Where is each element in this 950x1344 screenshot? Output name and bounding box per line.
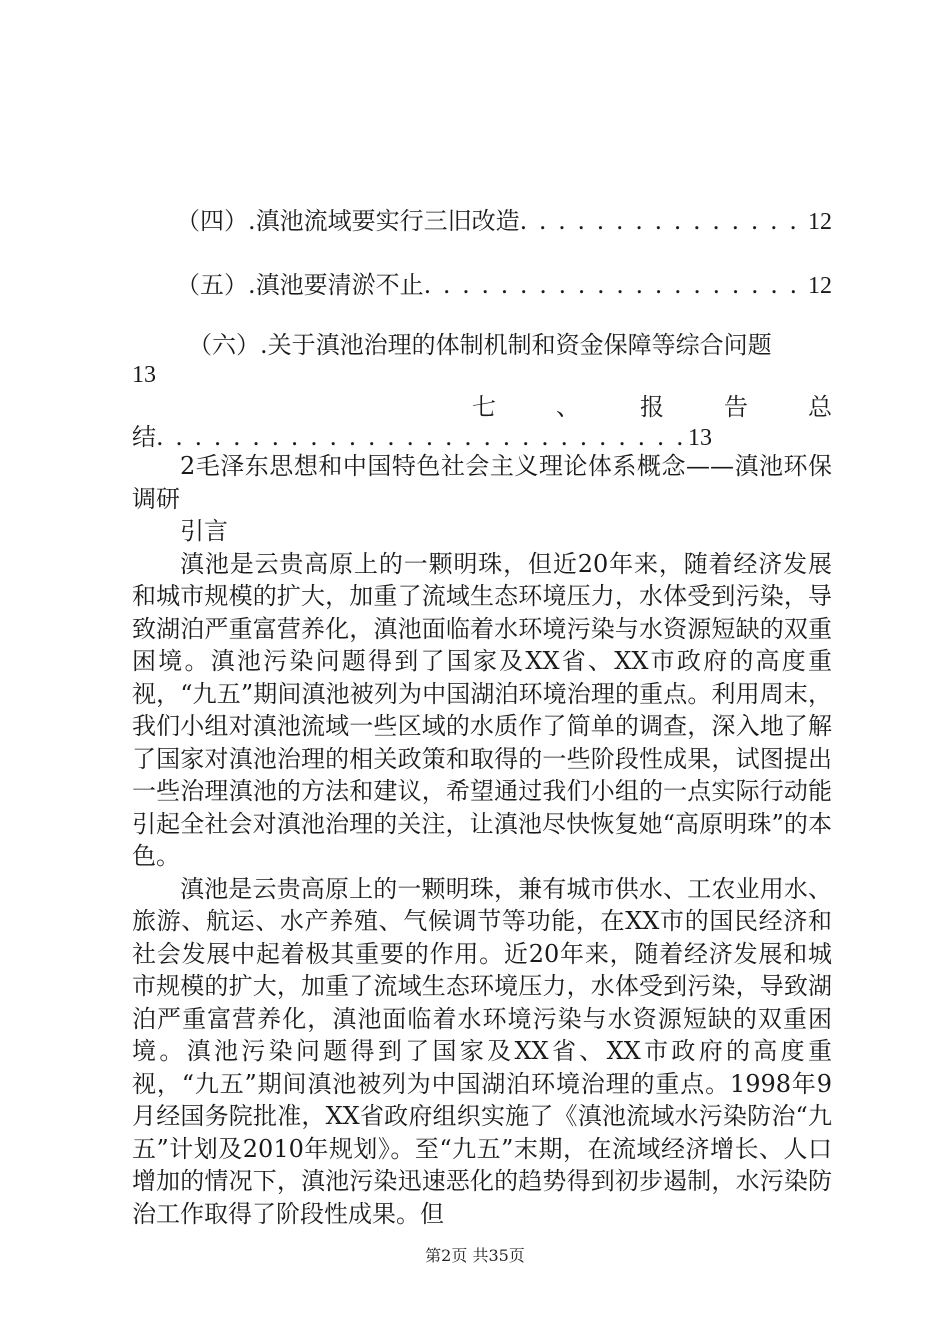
toc-entry-page: 13 [688,425,712,451]
toc-entry-title: （六）.关于滇池治理的体制机制和资金保障等综合问题 [188,331,772,359]
toc-entry-page: 13 [132,362,156,388]
toc-char: 报 [640,393,664,421]
toc-char: 七 [472,393,496,421]
toc-entry-page: 12 [808,209,832,235]
toc-entry-title-end: 结 [132,423,156,451]
toc-entry-line2 [132,422,712,452]
toc-leader-dots [156,422,688,452]
toc-char: 、 [556,393,580,421]
section-heading: 2毛泽东思想和中国特色社会主义理论体系概念——滇池环保调研 [132,452,832,513]
toc-entry-7 [132,392,832,452]
toc-entry-5 [132,270,832,301]
main-content [132,450,832,1230]
toc-entry-page: 12 [808,273,832,299]
toc-entry-title [472,392,832,422]
toc-entry-4 [132,206,832,237]
toc-entry-title: （五）.滇池要清淤不止 [176,271,424,299]
toc-entry-title: （四）.滇池流域要实行三旧改造 [176,207,520,235]
body-paragraph: 滇池是云贵高原上的一颗明珠，兼有城市供水、工农业用水、旅游、航运、水产养殖、气候调节等功能，在XX市的国民经济和社会发展中起着极其重要的作用。近20年来，随着经济发展和城市规模的扩大，加重了流域生态环境压力，水体受到污染，导致湖泊严重富营养化，滇池面临着水环境污染与水资源短缺的双重困境。滇池污染问题得到了国家及XX省、XX市政府的高度重视，“九五”期间滇池被列为中国湖泊环境治理的重点。1998年9月经国务院批准，XX省政府组织实施了《滇池流域水污染防治“九五”计划及2010年规划》。至“九五”末期，在流域经济增长、人口增加的情况下，滇池污染迅速恶化的趋势得到初步遏制，水污染防治工作取得了阶段性成果。但 [132,874,832,1228]
toc-char: 告 [724,393,748,421]
body-paragraph: 滇池是云贵高原上的一颗明珠，但近20年来，随着经济发展和城市规模的扩大，加重了流域生态环境压力，水体受到污染，导致湖泊严重富营养化，滇池面临着水环境污染与水资源短缺的双重困境。滇池污染问题得到了国家及XX省、XX市政府的高度重视，“九五”期间滇池被列为中国湖泊环境治理的重点。利用周末，我们小组对滇池流域一些区域的水质作了简单的调查，深入地了解了国家对滇池治理的相关政策和取得的一些阶段性成果，试图提出一些治理滇池的方法和建议，希望通过我们小组的一点实际行动能引起全社会对滇池治理的关注，让滇池尽快恢复她“高原明珠”的本色。 [132,549,832,870]
toc-leader-dots [424,270,808,300]
page-footer: 第2页 共35页 [425,1246,525,1265]
toc-leader-dots [520,206,808,236]
toc-entry-6 [132,330,832,390]
toc-char: 总 [808,393,832,421]
section-subheading: 引言 [180,517,228,545]
